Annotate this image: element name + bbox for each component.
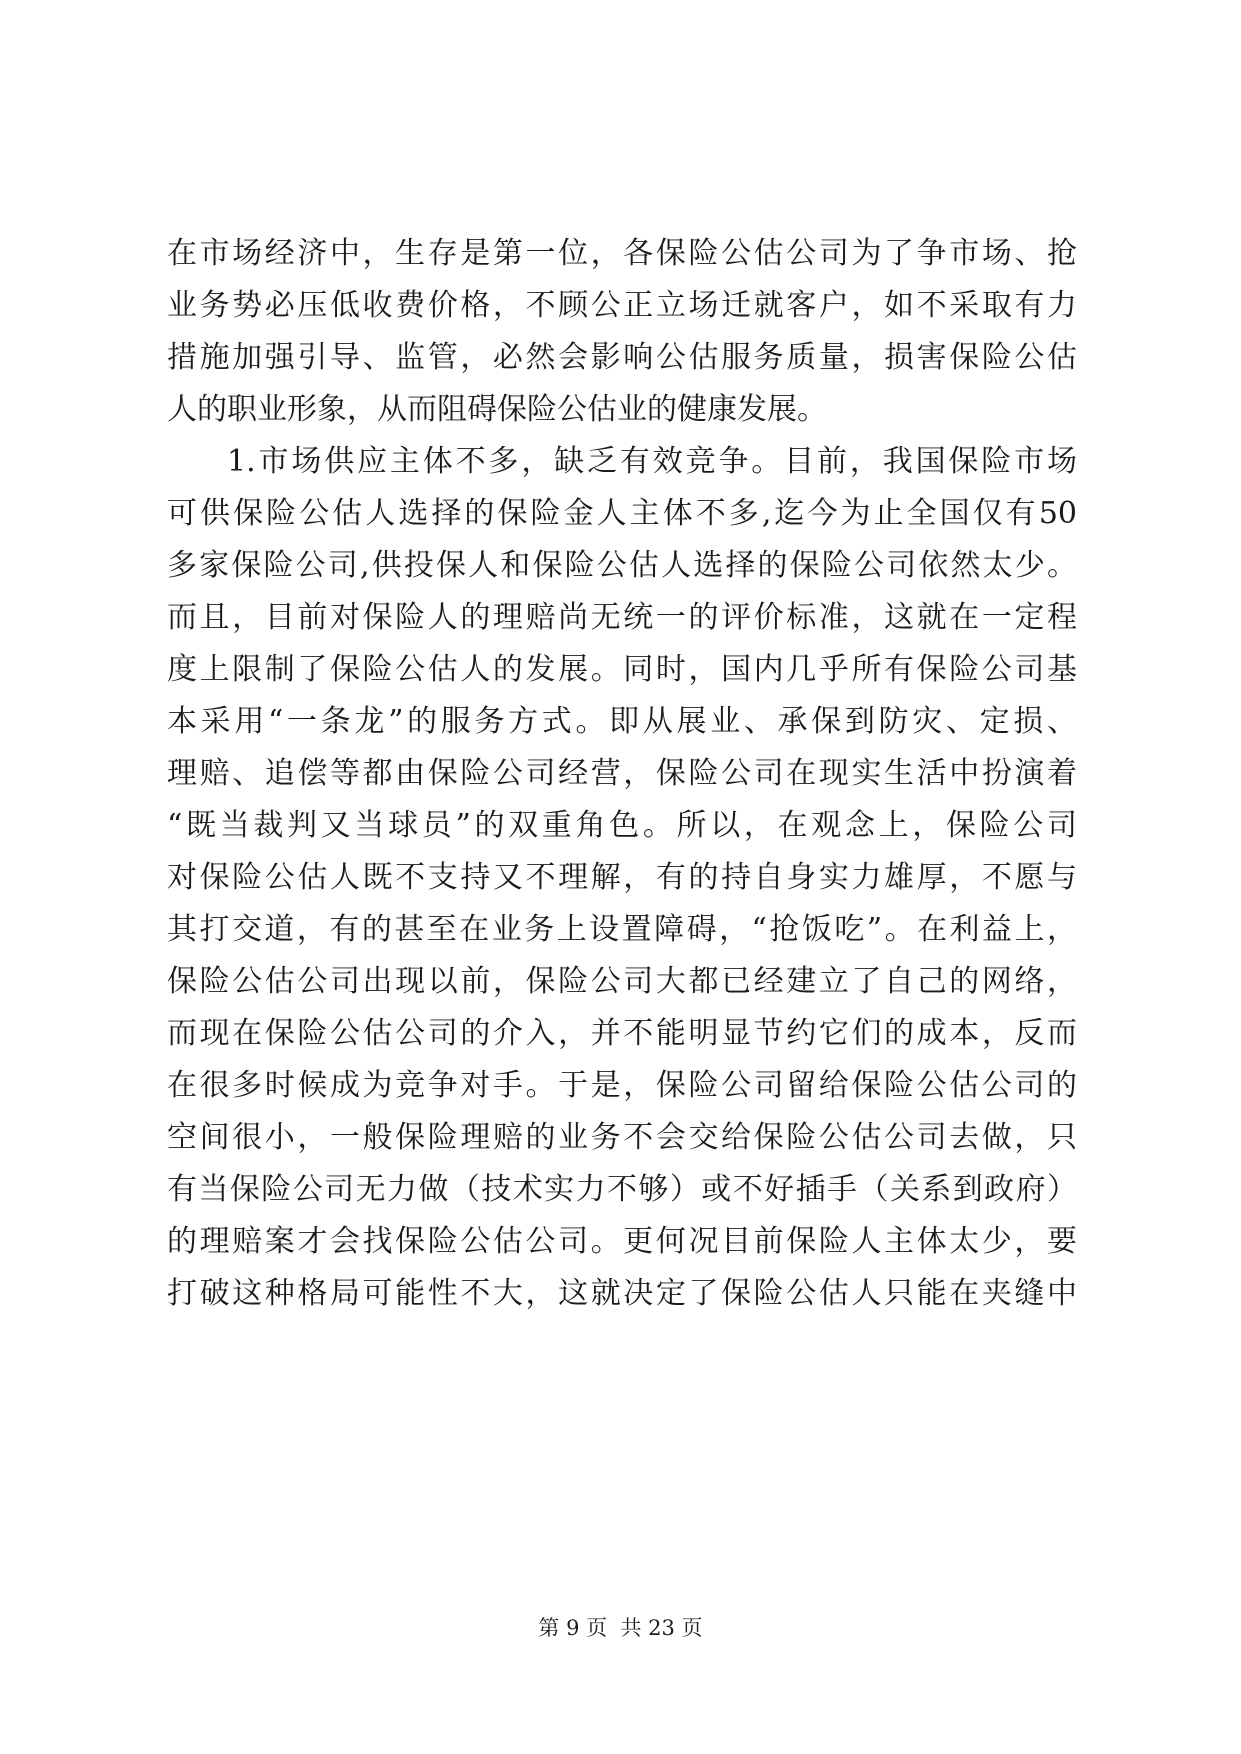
text-line: 而现在保险公估公司的介入，并不能明显节约它们的成本，反而	[167, 1016, 1077, 1051]
text-line: 其打交道，有的甚至在业务上设置障碍，“抢饭吃”。在利益上，	[167, 912, 1077, 947]
text-line: 的理赔案才会找保险公估公司。更何况目前保险人主体太少，要	[167, 1224, 1077, 1259]
text-line: 而且，目前对保险人的理赔尚无统一的评价标准，这就在一定程	[167, 600, 1077, 635]
text-line: 度上限制了保险公估人的发展。同时，国内几乎所有保险公司基	[167, 652, 1077, 687]
text-line: 多家保险公司,供投保人和保险公估人选择的保险公司依然太少。	[167, 548, 1077, 583]
text-line: 可供保险公估人选择的保险金人主体不多,迄今为止全国仅有50	[167, 496, 1077, 531]
page-footer	[0, 1612, 1241, 1642]
body-text	[167, 228, 1077, 1320]
text-line: 业务势必压低收费价格，不顾公正立场迁就客户，如不采取有力	[167, 288, 1077, 323]
paragraph-2	[167, 436, 1077, 1320]
text-line: 措施加强引导、监管，必然会影响公估服务质量，损害保险公估	[167, 340, 1077, 375]
text-line: 1.市场供应主体不多，缺乏有效竞争。目前，我国保险市场	[227, 444, 1077, 479]
text-line: “既当裁判又当球员”的双重角色。所以，在观念上，保险公司	[167, 808, 1077, 843]
text-line: 打破这种格局可能性不大，这就决定了保险公估人只能在夹缝中	[167, 1276, 1077, 1311]
text-line: 人的职业形象，从而阻碍保险公估业的健康发展。	[167, 392, 827, 427]
text-line: 在很多时候成为竞争对手。于是，保险公司留给保险公估公司的	[167, 1068, 1077, 1103]
paragraph-1	[167, 228, 1077, 436]
text-line: 保险公估公司出现以前，保险公司大都已经建立了自己的网络，	[167, 964, 1077, 999]
text-line: 理赔、追偿等都由保险公司经营，保险公司在现实生活中扮演着	[167, 756, 1077, 791]
text-line: 有当保险公司无力做（技术实力不够）或不好插手（关系到政府）	[167, 1172, 1077, 1207]
text-line: 本采用“一条龙”的服务方式。即从展业、承保到防灾、定损、	[167, 704, 1077, 739]
text-line: 对保险公估人既不支持又不理解，有的持自身实力雄厚，不愿与	[167, 860, 1077, 895]
text-line: 空间很小，一般保险理赔的业务不会交给保险公估公司去做，只	[167, 1120, 1077, 1155]
page-number: 第 9 页 共 23 页	[538, 1616, 703, 1640]
text-line: 在市场经济中，生存是第一位，各保险公估公司为了争市场、抢	[167, 236, 1077, 271]
